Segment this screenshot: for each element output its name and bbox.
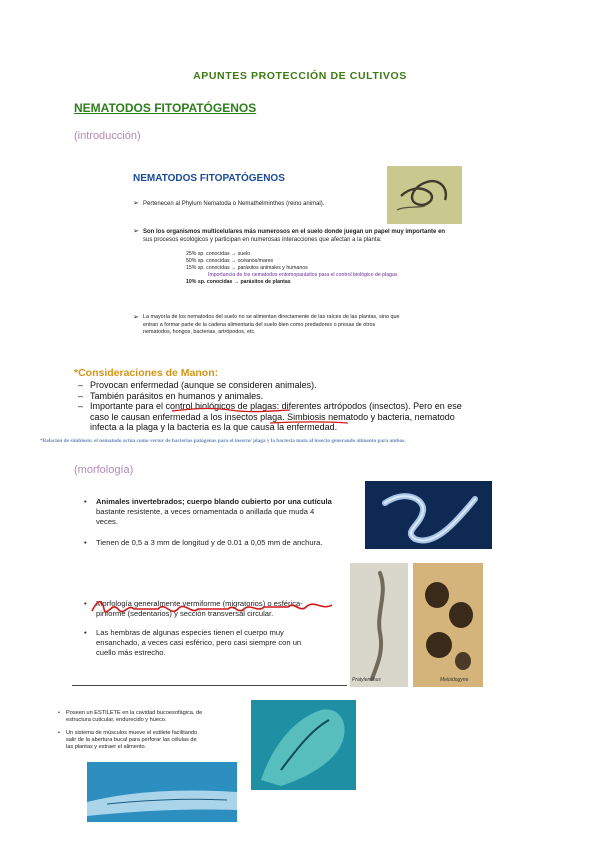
slide-bullet-1: ➢ Pertenecen al Phylum Nematoda o Nemathelminthes (reino animal). xyxy=(133,200,325,207)
nematode-blue-image xyxy=(365,481,492,549)
manon-heading: *Consideraciones de Manon: xyxy=(74,367,219,379)
red-wave-annotation xyxy=(84,597,348,621)
divider-line xyxy=(72,685,347,686)
section-intro-label: (introducción) xyxy=(74,130,141,142)
section-morph-label: (morfología) xyxy=(74,464,134,476)
sublist-note-entomoparasites: Importancia de los nematodos entomoparásitos para el control biológico de plagas xyxy=(208,272,398,278)
manon-item-3: – Importante para el control biológicos de plagas: diferentes artrópodos (insectos). Pero en ese caso le causan enfermedad a los insectos plaga. Simbiosis nematodo y bacteria, nematodo infecta a la plaga y la bacteria es la que causa la enfermedad. xyxy=(78,401,462,432)
slide-bullet-3: ➢ La mayoría de los nematodos del suelo no se alimentan directamente de las raíces de las plantas, sino que entran a formar parte de la cadena alimentaria del suelo bien como predadores o presas de otros nematodos, hongos, bacterias, artrópodos, etc. xyxy=(133,314,400,336)
manon-item-1: – Provocan enfermedad (aunque se consideren animales). xyxy=(78,380,317,390)
red-underline-annotation xyxy=(170,405,410,427)
sublist-item-animal: 15% sp. conocidas → parásitos animales y humanos xyxy=(186,265,308,271)
symbiosis-note: *Relación de simbiosis: el nematodo actúa como vector de bacterias patógenas para el insecto/ plaga y la bacteria mata al insecto generando alimento para ambos. xyxy=(40,438,406,444)
nematode-microscope-image xyxy=(387,166,462,224)
section-heading: NEMATODOS FITOPATÓGENOS xyxy=(74,101,257,115)
stylet-bullet-1: • Poseen un ESTILETE en la cavidad bucoesofágica, de estructura cuticular, endurecido y hueco. xyxy=(58,710,203,723)
sublist-item-ocean: 50% sp. conocidas → océanos/mares xyxy=(186,258,274,264)
sublist-item-soil: 25% sp. conocidas → suelo xyxy=(186,251,251,257)
sublist-item-plants: 10% sp. conocidas → parásitos de plantas xyxy=(186,279,291,285)
stylet-bullet-2: • Un sistema de músculos mueve el estilete facilitando salir de la abertura bucal para perforar las células de las plantas y extraer el alimento. xyxy=(58,730,198,750)
pratylenchus-image xyxy=(350,563,408,687)
document-title: APUNTES PROTECCIÓN DE CULTIVOS xyxy=(193,70,407,82)
meloidogyne-image xyxy=(413,563,483,687)
manon-item-2: – También parásitos en humanos y animales. xyxy=(78,390,264,401)
meloidogyne-caption: Meloidogyne xyxy=(440,677,469,683)
morph-bullet-4: • Las hembras de algunas especies tienen el cuerpo muy ensanchado, a veces casi esférico, pero casi siempre con un cuello más estrecho. xyxy=(84,628,302,657)
slide-bullet-2: ➢ Son los organismos multicelulares más numerosos en el suelo donde juegan un papel muy importante en sus procesos ecológicos y participan en numerosas interacciones que afectan a la planta: xyxy=(133,228,446,243)
morph-bullet-1: • Animales invertebrados; cuerpo blando cubierto por una cutícula bastante resistente, a veces ornamentada o anillada que muda 4 veces. xyxy=(84,497,332,526)
morph-bullet-3: • Morfología generalmente vermiforme (migratorios) o esférica- piriforme (sedentarios) y sección transversal circular. xyxy=(84,599,303,618)
stylet-head-image xyxy=(251,700,356,790)
slide-sublist xyxy=(186,251,476,286)
slide-title: NEMATODOS FITOPATÓGENOS xyxy=(133,173,285,184)
stylet-body-image xyxy=(87,762,237,822)
morph-bullet-2: • Tienen de 0,5 a 3 mm de longitud y de 0.01 a 0,05 mm de anchura. xyxy=(84,538,323,547)
pratylenchus-caption: Pratylenchus xyxy=(352,677,381,683)
